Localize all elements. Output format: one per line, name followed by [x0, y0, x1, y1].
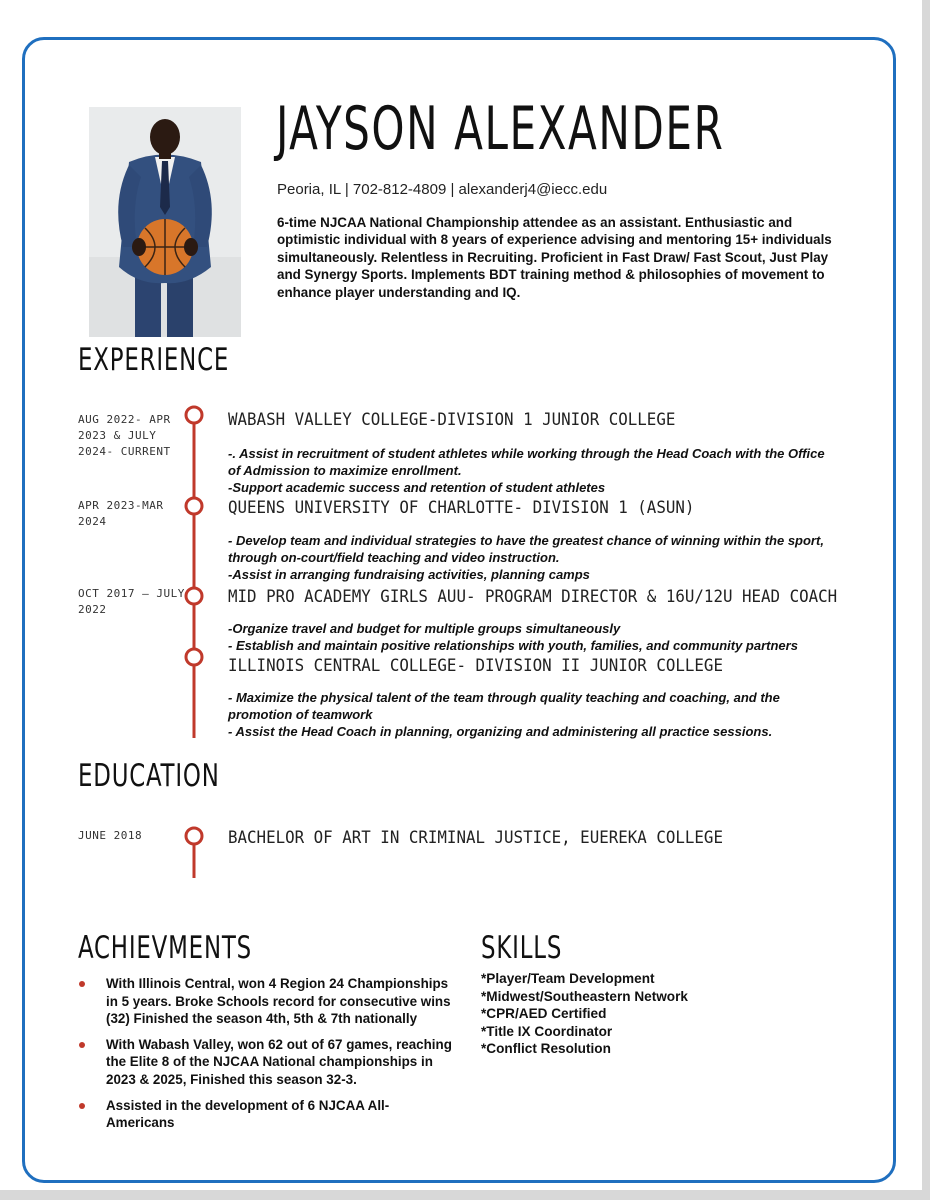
achievements-list — [76, 975, 456, 1140]
achievement-text: With Wabash Valley, won 62 out of 67 games, reaching the Elite 8 of the NJCAA National championships in 2023 & 2025, Finished this season 32-3. — [106, 1036, 452, 1087]
job-bullet: -Support academic success and retention of student athletes — [228, 480, 606, 495]
job-bullet: -. Assist in recruitment of student athletes while working through the Head Coach with the Office of Admission to maximize enrollment. — [228, 446, 825, 478]
experience-heading: EXPERIENCE — [78, 342, 230, 378]
job-bullet: -Organize travel and budget for multiple groups simultaneously — [228, 621, 621, 636]
job-bullet: - Maximize the physical talent of the team through quality teaching and coaching, and the promotion of teamwork — [228, 690, 780, 722]
job-bullets — [228, 445, 838, 496]
achievement-text: Assisted in the development of 6 NJCAA All-Americans — [106, 1097, 390, 1131]
education-heading: EDUCATION — [78, 758, 220, 794]
achievement-item — [76, 1097, 456, 1132]
education-date: JUNE 2018 — [78, 829, 143, 842]
page-edge-bottom — [0, 1190, 930, 1200]
skills-heading: SKILLS — [481, 930, 563, 966]
job-title: WABASH VALLEY COLLEGE-DIVISION 1 JUNIOR COLLEGE — [228, 410, 676, 430]
skill-item: *Midwest/Southeastern Network — [481, 988, 688, 1004]
timeline-node — [186, 828, 202, 844]
job-bullets — [228, 532, 838, 583]
achievement-item — [76, 975, 456, 1028]
achievement-text: With Illinois Central, won 4 Region 24 Championships in 5 years. Broke Schools record for consecutive wins (32) Finished the season 4th, 5th & 7th nationally — [106, 976, 451, 1027]
page-edge-right — [922, 0, 930, 1200]
job-title: ILLINOIS CENTRAL COLLEGE- DIVISION II JUNIOR COLLEGE — [228, 656, 723, 676]
job-date: AUG 2022- APR 2023 & JULY 2024- CURRENT — [78, 413, 171, 458]
summary-paragraph: 6-time NJCAA National Championship attendee as an assistant. Enthusiastic and optimistic individual with 8 years of experience advising and mentoring 15+ individuals simultaneously. Relentless in Recruiting. Proficient in Fast Draw/ Fast Scout, Just Play and Synergy Sports. Implements BDT training method & philosophies of movement to enhance player understanding and IQ. — [277, 215, 832, 300]
job-bullet: - Establish and maintain positive relationships with youth, families, and community partners — [228, 638, 798, 653]
skill-item: *CPR/AED Certified — [481, 1006, 607, 1022]
skill-item: *Title IX Coordinator — [481, 1023, 613, 1039]
contact-line: Peoria, IL | 702-812-4809 | alexanderj4@iecc.edu — [277, 181, 608, 198]
job-title: QUEENS UNIVERSITY OF CHARLOTTE- DIVISION 1 (ASUN) — [228, 498, 695, 518]
skill-item: *Conflict Resolution — [481, 1041, 611, 1057]
bullet-dot — [79, 1042, 85, 1048]
timeline-node — [186, 588, 202, 604]
achievement-item — [76, 1036, 456, 1089]
skill-item: *Player/Team Development — [481, 971, 655, 986]
job-bullets — [228, 620, 838, 654]
candidate-name: JAYSON ALEXANDER — [276, 94, 725, 164]
bullet-dot — [79, 1103, 85, 1109]
timeline-node — [186, 407, 202, 423]
job-title: MID PRO ACADEMY GIRLS AUU- PROGRAM DIRECTOR & 16U/12U HEAD COACH — [228, 587, 838, 607]
job-date: APR 2023-MAR 2024 — [78, 499, 164, 528]
job-bullets — [228, 689, 838, 740]
bullet-dot — [79, 981, 85, 987]
education-degree: BACHELOR OF ART IN CRIMINAL JUSTICE, EUEREKA COLLEGE — [228, 828, 723, 848]
timeline-node — [186, 498, 202, 514]
skills-list — [481, 970, 688, 1058]
job-bullet: - Assist the Head Coach in planning, organizing and administering all practice sessions. — [228, 724, 773, 739]
job-date: OCT 2017 – JULY 2022 — [78, 587, 185, 616]
timeline-node — [186, 649, 202, 665]
achievements-heading: ACHIEVMENTS — [78, 930, 252, 966]
job-bullet: -Assist in arranging fundraising activities, planning camps — [228, 567, 590, 582]
job-bullet: - Develop team and individual strategies to have the greatest chance of winning within the sport, through on-court/field teaching and video instruction. — [228, 533, 824, 565]
profile-photo — [89, 107, 241, 337]
